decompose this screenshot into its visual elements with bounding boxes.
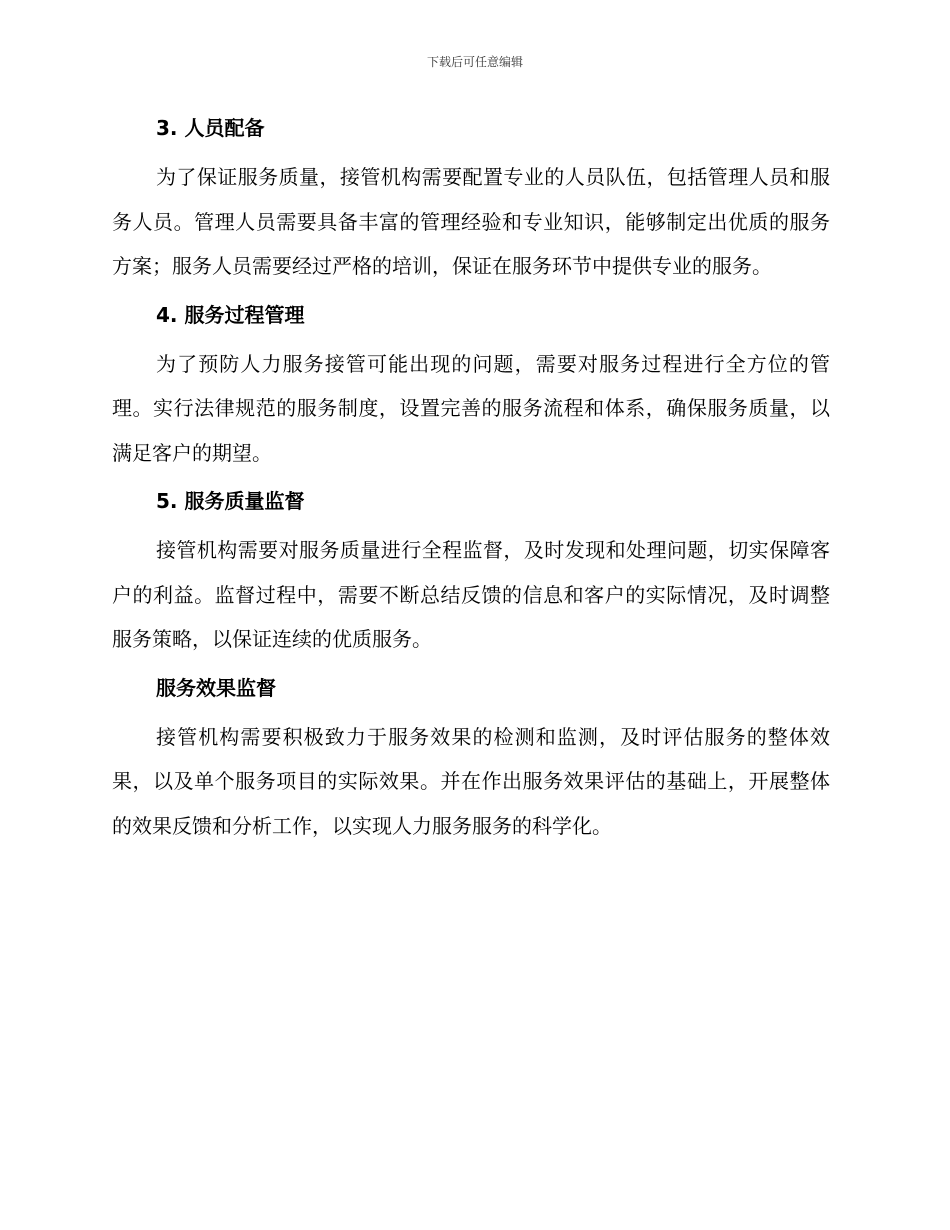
section-heading-process-management: 4. 服务过程管理	[156, 302, 305, 327]
section-paragraph-effect-supervision: 接管机构需要积极致力于服务效果的检测和监测，及时评估服务的整体效果，以及单个服务项目的实际效果。并在作出服务效果评估的基础上，开展整体的效果反馈和分析工作，以实现人力服务服务的科学化。	[112, 724, 830, 838]
section-heading-effect-supervision: 服务效果监督	[156, 675, 276, 700]
section-paragraph-quality-supervision: 接管机构需要对服务质量进行全程监督，及时发现和处理问题，切实保障客户的利益。监督过程中，需要不断总结反馈的信息和客户的实际情况，及时调整服务策略，以保证连续的优质服务。	[112, 538, 830, 651]
section-heading-quality-supervision: 5. 服务质量监督	[156, 489, 305, 513]
section-heading-staffing: 3. 人员配备	[156, 116, 265, 140]
document-body	[112, 112, 830, 848]
section-paragraph-process-management: 为了预防人力服务接管可能出现的问题，需要对服务过程进行全方位的管理。实行法律规范的服务制度，设置完善的服务流程和体系，确保服务质量，以满足客户的期望。	[112, 351, 830, 465]
page-header-note: 下载后可任意编辑	[426, 55, 523, 69]
section-paragraph-staffing: 为了保证服务质量，接管机构需要配置专业的人员队伍，包括管理人员和服务人员。管理人员需要具备丰富的管理经验和专业知识，能够制定出优质的服务方案；服务人员需要经过严格的培训，保证在服务环节中提供专业的服务。	[112, 165, 830, 278]
